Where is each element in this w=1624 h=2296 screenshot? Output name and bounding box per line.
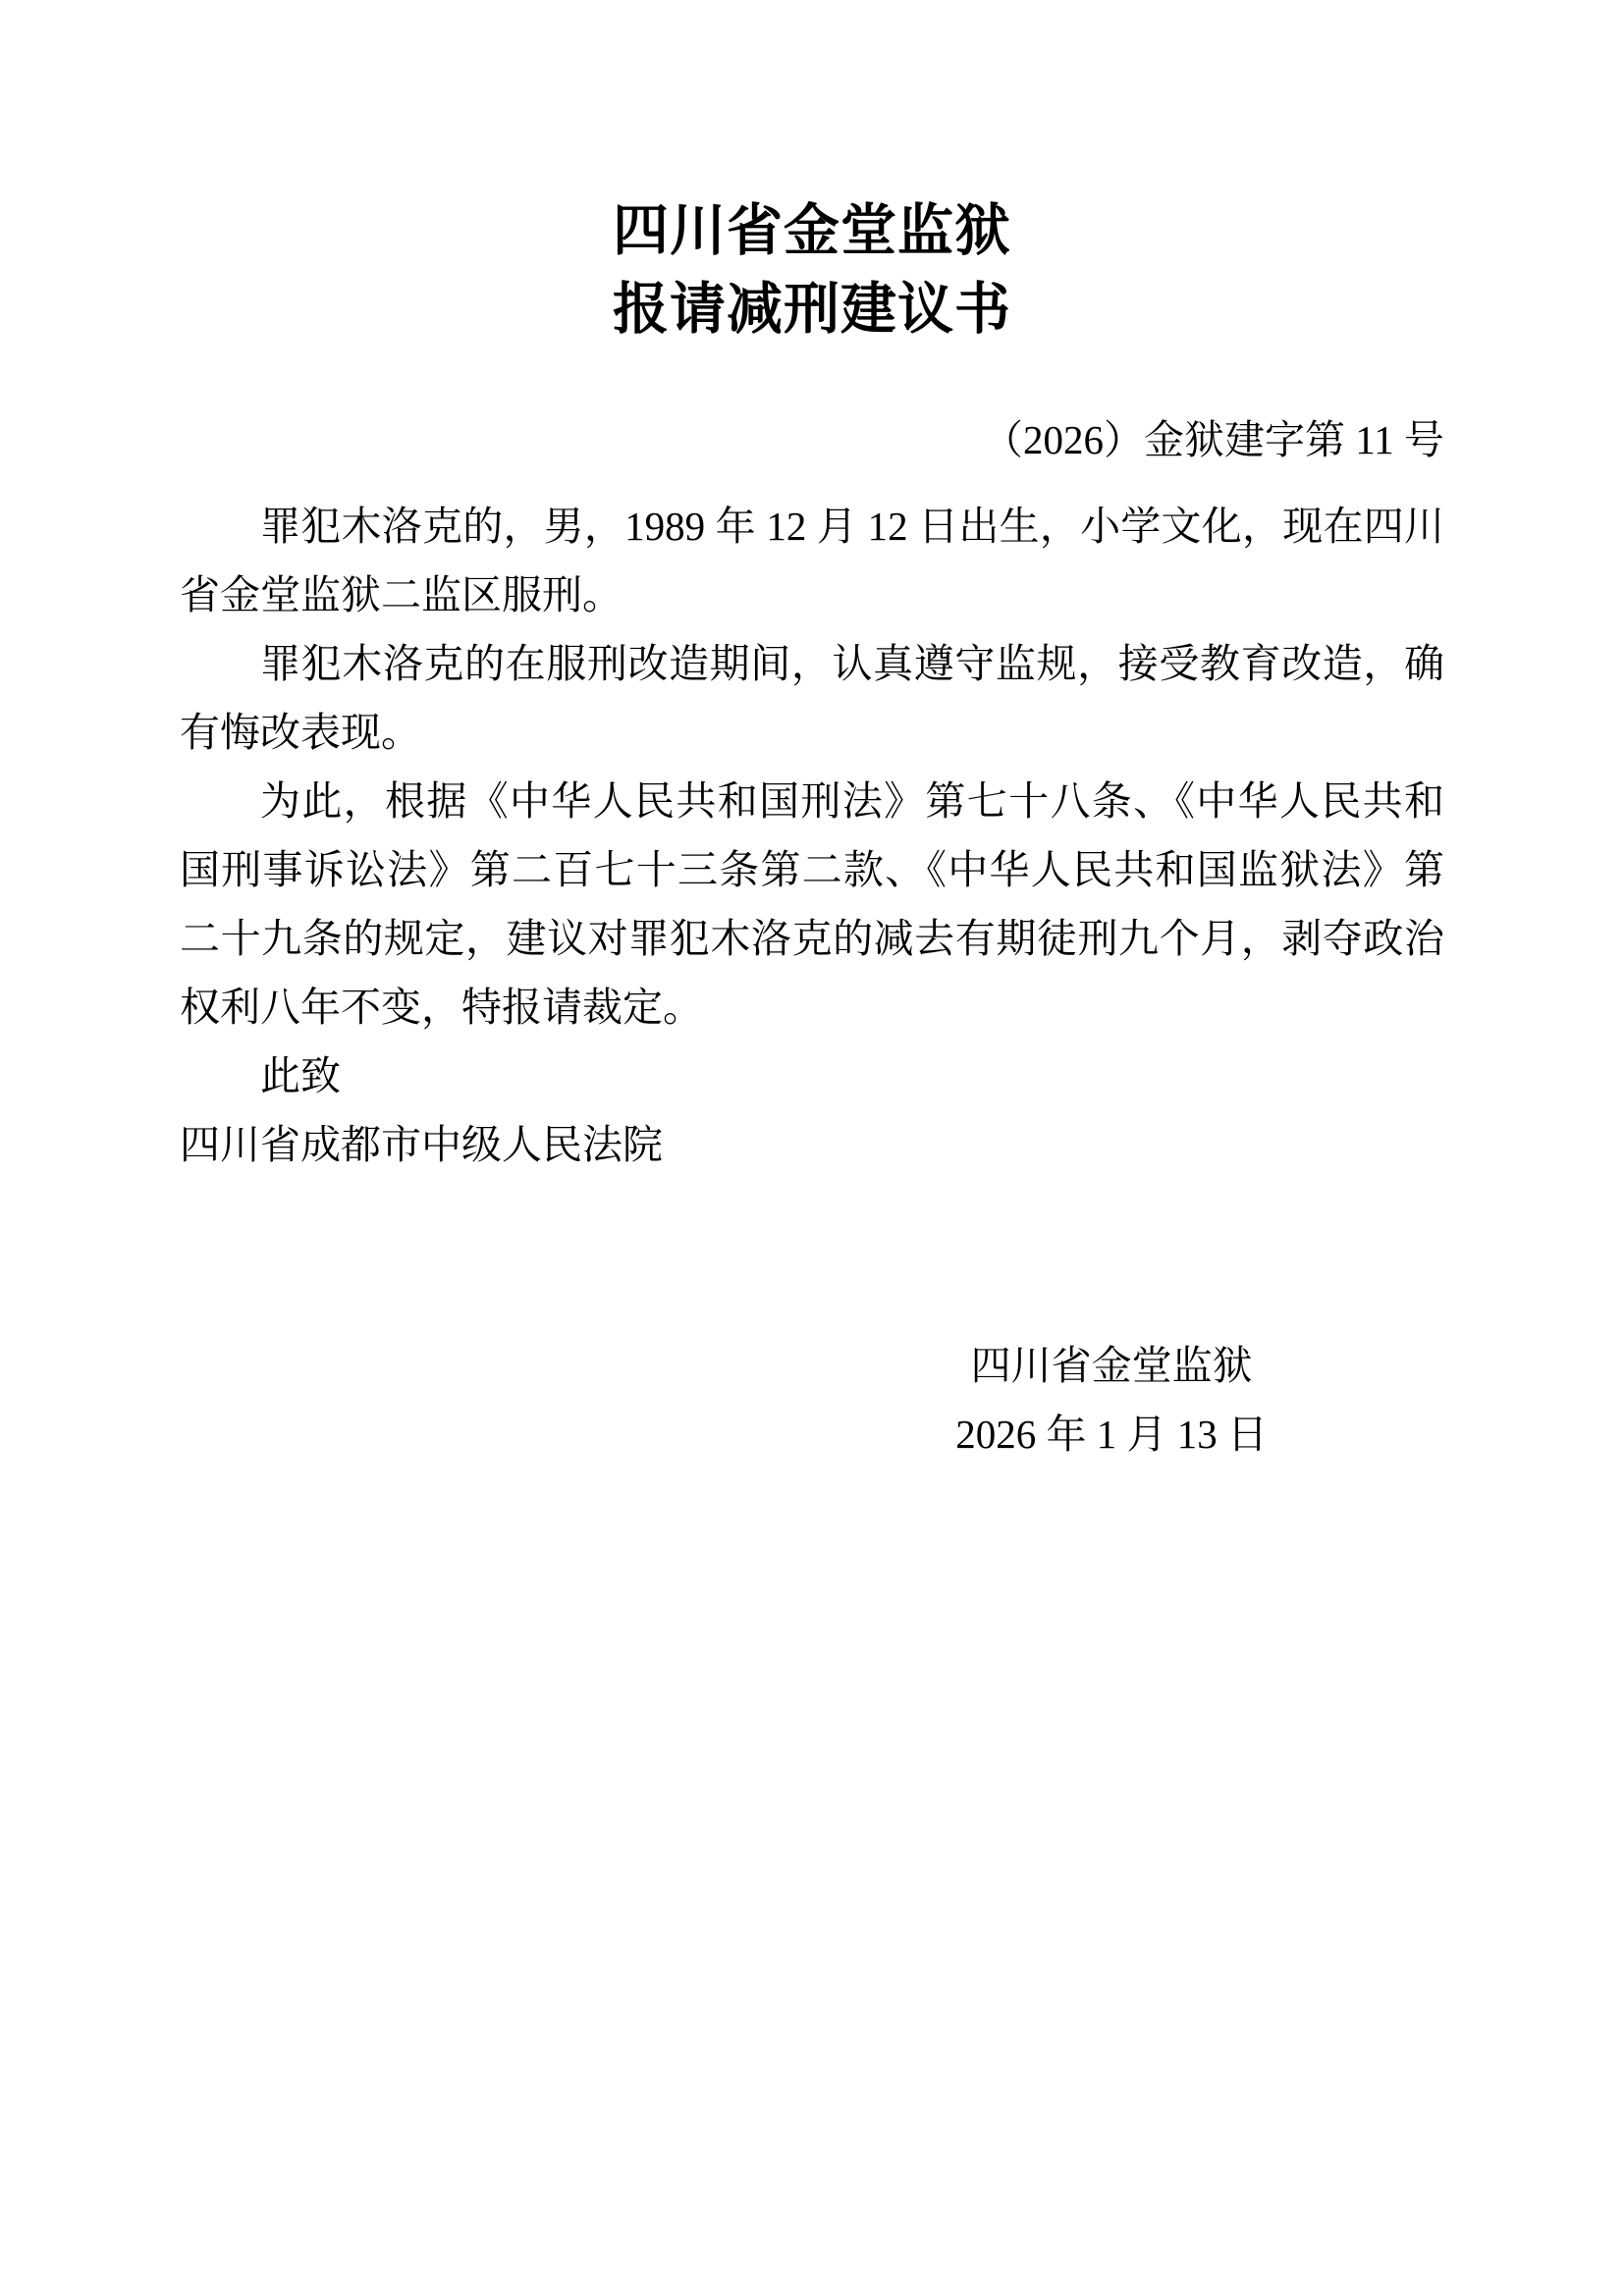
signature-block bbox=[955, 1331, 1268, 1468]
body-paragraph-behavior: 罪犯木洛克的在服刑改造期间，认真遵守监规，接受教育改造，确有悔改表现。 bbox=[180, 641, 1444, 755]
title-line-org: 四川省金堂监狱 bbox=[613, 199, 1011, 262]
title-line-doctype: 报请减刑建议书 bbox=[613, 278, 1011, 341]
signature-date: 2026 年 1 月 13 日 bbox=[955, 1412, 1268, 1457]
document-title bbox=[180, 191, 1444, 348]
body-paragraph-addressee: 四川省成都市中级人民法院 bbox=[180, 1122, 663, 1167]
signature-organization: 四川省金堂监狱 bbox=[970, 1343, 1253, 1388]
body-paragraph-legal-basis: 为此，根据《中华人民共和国刑法》第七十八条、《中华人民共和国刑事诉讼法》第二百七十三条第二款、《中华人民共和国监狱法》第二十九条的规定，建议对罪犯木洛克的减去有期徒刑九个月，剥夺政治权利八年不变，特报请裁定。 bbox=[180, 778, 1444, 1030]
document-body bbox=[180, 492, 1444, 1179]
body-paragraph-salute: 此致 bbox=[260, 1053, 341, 1098]
document-number: （2026）金狱建字第 11 号 bbox=[983, 417, 1444, 462]
body-paragraph-offender-info: 罪犯木洛克的，男，1989 年 12 月 12 日出生，小学文化，现在四川省金堂监狱二监区服刑。 bbox=[180, 504, 1444, 617]
